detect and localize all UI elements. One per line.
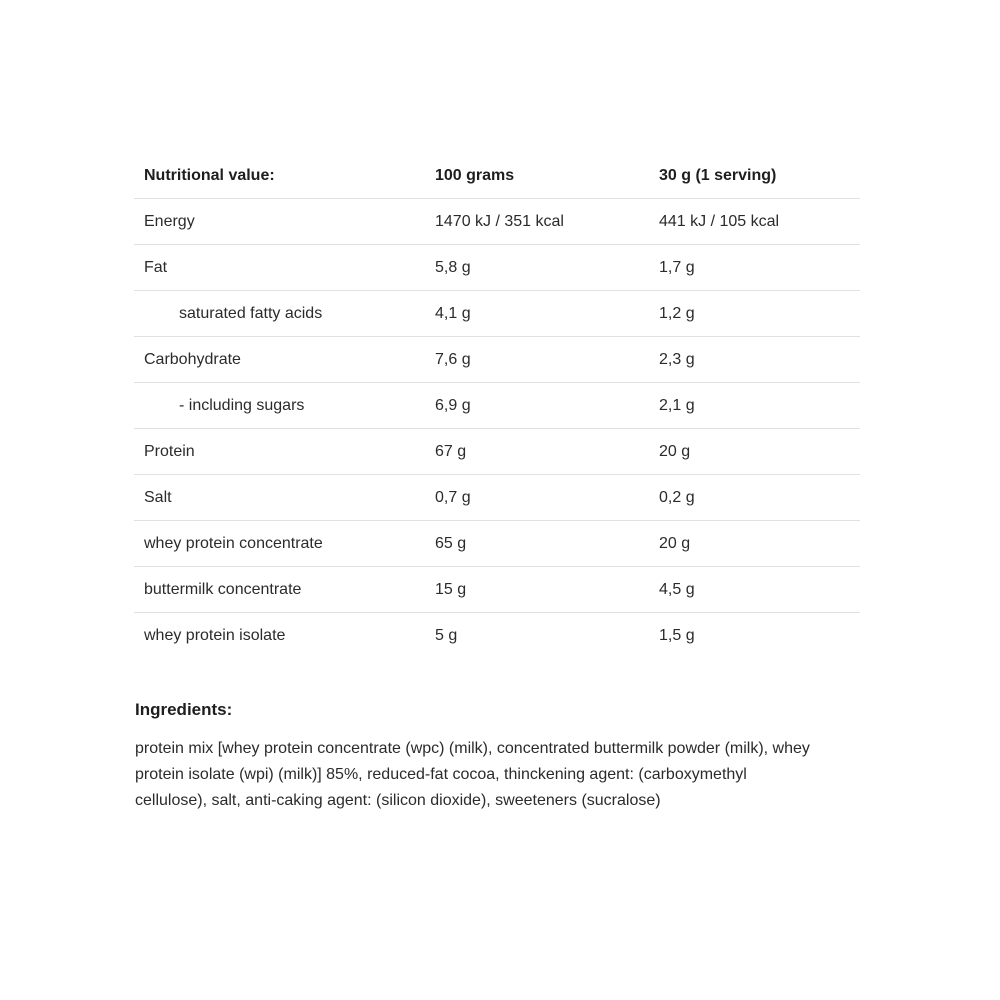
value-per-serving: 1,2 g (659, 304, 695, 322)
ingredients-text: protein mix [whey protein concentrate (wpc) (milk), concentrated buttermilk powder (milk), whey protein isolate (wpi) (milk)] 85%, reduced-fat cocoa, thinckening agent: (carboxymethyl cellulose), salt, anti-caking agent: (silicon dioxide), sweeteners (sucralose) (135, 740, 810, 809)
value-per-100g: 5 g (435, 626, 458, 644)
table-row-buttermilk-concentrate (134, 566, 860, 612)
row-label: Fat (144, 258, 168, 276)
value-per-100g: 1470 kJ / 351 kcal (435, 212, 564, 230)
value-per-100g: 7,6 g (435, 350, 471, 368)
table-header-row (134, 153, 860, 198)
table-row-carbohydrate (134, 336, 860, 382)
value-per-serving: 2,1 g (659, 396, 695, 414)
value-per-serving: 441 kJ / 105 kcal (659, 212, 780, 230)
table-row-salt (134, 474, 860, 520)
nutrition-table (134, 153, 860, 658)
value-per-serving: 0,2 g (659, 488, 695, 506)
table-row-whey-protein-concentrate (134, 520, 860, 566)
value-per-serving: 4,5 g (659, 580, 695, 598)
value-per-100g: 6,9 g (435, 396, 471, 414)
table-row-saturated-fatty-acids (134, 290, 860, 336)
row-label: buttermilk concentrate (144, 580, 302, 598)
nutrition-facts-panel (134, 153, 860, 814)
value-per-serving: 20 g (659, 534, 691, 552)
header-per-serving: 30 g (1 serving) (659, 166, 777, 184)
value-per-100g: 0,7 g (435, 488, 471, 506)
table-row-protein (134, 428, 860, 474)
table-row-including-sugars (134, 382, 860, 428)
table-row-whey-protein-isolate (134, 612, 860, 658)
ingredients-section (134, 700, 860, 814)
value-per-100g: 5,8 g (435, 258, 471, 276)
value-per-100g: 67 g (435, 442, 467, 460)
row-label: Energy (144, 212, 195, 230)
ingredients-heading: Ingredients: (135, 700, 233, 719)
row-label: Carbohydrate (144, 350, 241, 368)
table-row-energy (134, 198, 860, 244)
value-per-100g: 4,1 g (435, 304, 471, 322)
value-per-100g: 15 g (435, 580, 467, 598)
row-label: - including sugars (179, 396, 305, 414)
row-label: saturated fatty acids (179, 304, 323, 322)
header-per-100g: 100 grams (435, 166, 515, 184)
row-label: whey protein concentrate (144, 534, 323, 552)
value-per-serving: 20 g (659, 442, 691, 460)
value-per-100g: 65 g (435, 534, 467, 552)
value-per-serving: 1,5 g (659, 626, 695, 644)
value-per-serving: 2,3 g (659, 350, 695, 368)
row-label: Salt (144, 488, 172, 506)
row-label: Protein (144, 442, 195, 460)
table-row-fat (134, 244, 860, 290)
value-per-serving: 1,7 g (659, 258, 695, 276)
row-label: whey protein isolate (144, 626, 286, 644)
header-nutritional-value: Nutritional value: (144, 166, 275, 184)
